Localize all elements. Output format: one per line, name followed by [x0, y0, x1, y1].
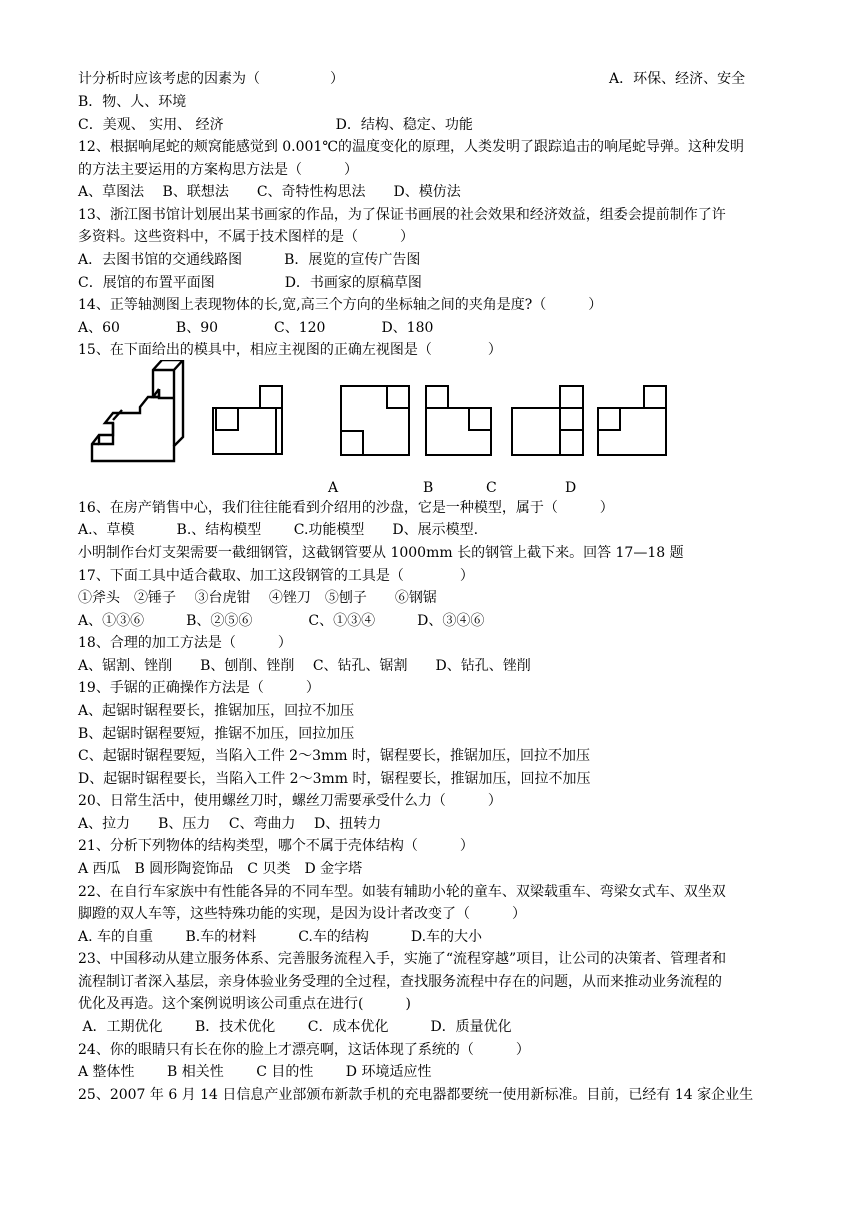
- text-line: ①斧头 ②锤子 ③台虎钳 ④锉刀 ⑤刨子 ⑥钢锯: [78, 590, 437, 606]
- text-line: 18、合理的加工方法是（ ）: [78, 635, 292, 651]
- text-line: 13、浙江图书馆计划展出某书画家的作品，为了保证书画展的社会效果和经济效益，组委会提前制作了许: [78, 207, 726, 223]
- text-line: C．美观、 实用、 经济 D．结构、稳定、功能: [78, 117, 473, 133]
- figure-label-b: B: [423, 480, 434, 496]
- main-view-drawing: [213, 386, 282, 454]
- figure-label-a: A: [328, 480, 339, 496]
- text-line: A．去图书馆的交通线路图 B．展览的宣传广告图: [78, 252, 421, 268]
- option-c-view: [512, 386, 583, 455]
- text-line: 15、在下面给出的模具中，相应主视图的正确左视图是（ ）: [78, 342, 502, 358]
- text-line: 的方法主要运用的方案构思方法是（ ）: [78, 162, 358, 178]
- text-line: A、草图法 B、联想法 C、奇特性构思法 D、模仿法: [78, 184, 461, 200]
- text-line: A.、草模 B.、结构模型 C.功能模型 D、展示模型.: [78, 522, 479, 538]
- figure-label-d: D: [565, 480, 577, 496]
- isometric-mold-drawing: [92, 360, 183, 461]
- text-line: C．展馆的布置平面图 D．书画家的原稿草图: [78, 275, 422, 291]
- text-line: A、拉力 B、压力 C、弯曲力 D、扭转力: [78, 816, 382, 832]
- text-line: 小明制作台灯支架需要一截细钢管，这截钢管要从 1000mm 长的钢管上截下来。回答 17—18 题: [78, 545, 684, 561]
- text-line: A、起锯时锯程要长，推锯加压，回拉不加压: [78, 703, 355, 719]
- text-line: A. 车的自重 B.车的材料 C.车的结构 D.车的大小: [78, 929, 483, 945]
- option-d-view: [598, 386, 666, 455]
- text-line: 17、下面工具中适合截取、加工这段钢管的工具是（ ）: [78, 568, 474, 584]
- text-line: 脚蹬的双人车等，这些特殊功能的实现，是因为设计者改变了（ ）: [78, 906, 526, 922]
- text-line: A、60 B、90 C、120 D、180: [78, 320, 434, 336]
- text-line: B、起锯时锯程要短，推锯不加压，回拉加压: [78, 726, 355, 742]
- text-line: 14、正等轴测图上表现物体的长,宽,高三个方向的坐标轴之间的夹角是度?（ ）: [78, 297, 603, 313]
- mold-views-figure: [0, 360, 860, 490]
- text-line: 计分析时应该考虑的因素为（ ）: [78, 71, 344, 87]
- text-line: 20、日常生活中，使用螺丝刀时，螺丝刀需要承受什么力（ ）: [78, 793, 502, 809]
- text-line: A 整体性 B 相关性 C 目的性 D 环境适应性: [78, 1064, 432, 1080]
- text-line: 流程制订者深入基层，亲身体验业务受理的全过程，查找服务流程中存在的问题，从而来推动业务流程的: [78, 974, 722, 990]
- text-line: 多资料。这些资料中，不属于技术图样的是（ ）: [78, 229, 414, 245]
- text-line: 19、手锯的正确操作方法是（ ）: [78, 680, 320, 696]
- option-a-text: A．环保、经济、安全: [609, 71, 746, 87]
- text-line: 12、根据响尾蛇的颊窝能感觉到 0.001℃的温度变化的原理，人类发明了跟踪追击的响尾蛇导弹。这种发明: [78, 139, 745, 155]
- text-line: 优化及再造。这个案例说明该公司重点在进行( ): [78, 996, 411, 1012]
- text-line: 24、你的眼睛只有长在你的脸上才漂亮啊，这话体现了系统的（ ）: [78, 1042, 530, 1058]
- text-line: 22、在自行车家族中有性能各异的不同车型。如装有辅助小轮的童车、双梁载重车、弯梁女式车、双坐双: [78, 884, 726, 900]
- option-a-view: [341, 386, 409, 455]
- option-b-view: [426, 386, 491, 455]
- text-line: A、锯割、锉削 B、刨削、锉削 C、钻孔、锯割 D、钻孔、锉削: [78, 658, 531, 674]
- text-line: A 西瓜 B 圆形陶瓷饰品 C 贝类 D 金字塔: [78, 861, 363, 877]
- figure-label-c: C: [486, 480, 497, 496]
- text-line: D、起锯时锯程要长，当陷入工件 2～3mm 时，锯程要长，推锯加压，回拉不加压: [78, 771, 591, 787]
- text-line: 23、中国移动从建立服务体系、完善服务流程入手，实施了“流程穿越”项目，让公司的决策者、管理者和: [78, 951, 727, 967]
- text-line: A、①③⑥ B、②⑤⑥ C、①③④ D、③④⑥: [78, 613, 485, 629]
- text-line: 16、在房产销售中心，我们往往能看到介绍用的沙盘，它是一种模型，属于（ ）: [78, 500, 614, 516]
- text-line: C、起锯时锯程要短，当陷入工件 2～3mm 时，锯程要长，推锯加压，回拉不加压: [78, 748, 590, 764]
- text-line: B．物、人、环境: [78, 94, 187, 110]
- text-line: A．工期优化 B．技术优化 C．成本优化 D．质量优化: [78, 1019, 512, 1035]
- text-line: 25、2007 年 6 月 14 日信息产业部颁布新款手机的充电器都要统一使用新标准。目前，已经有 14 家企业生: [78, 1087, 754, 1103]
- text-line: 21、分析下列物体的结构类型，哪个不属于壳体结构（ ）: [78, 838, 474, 854]
